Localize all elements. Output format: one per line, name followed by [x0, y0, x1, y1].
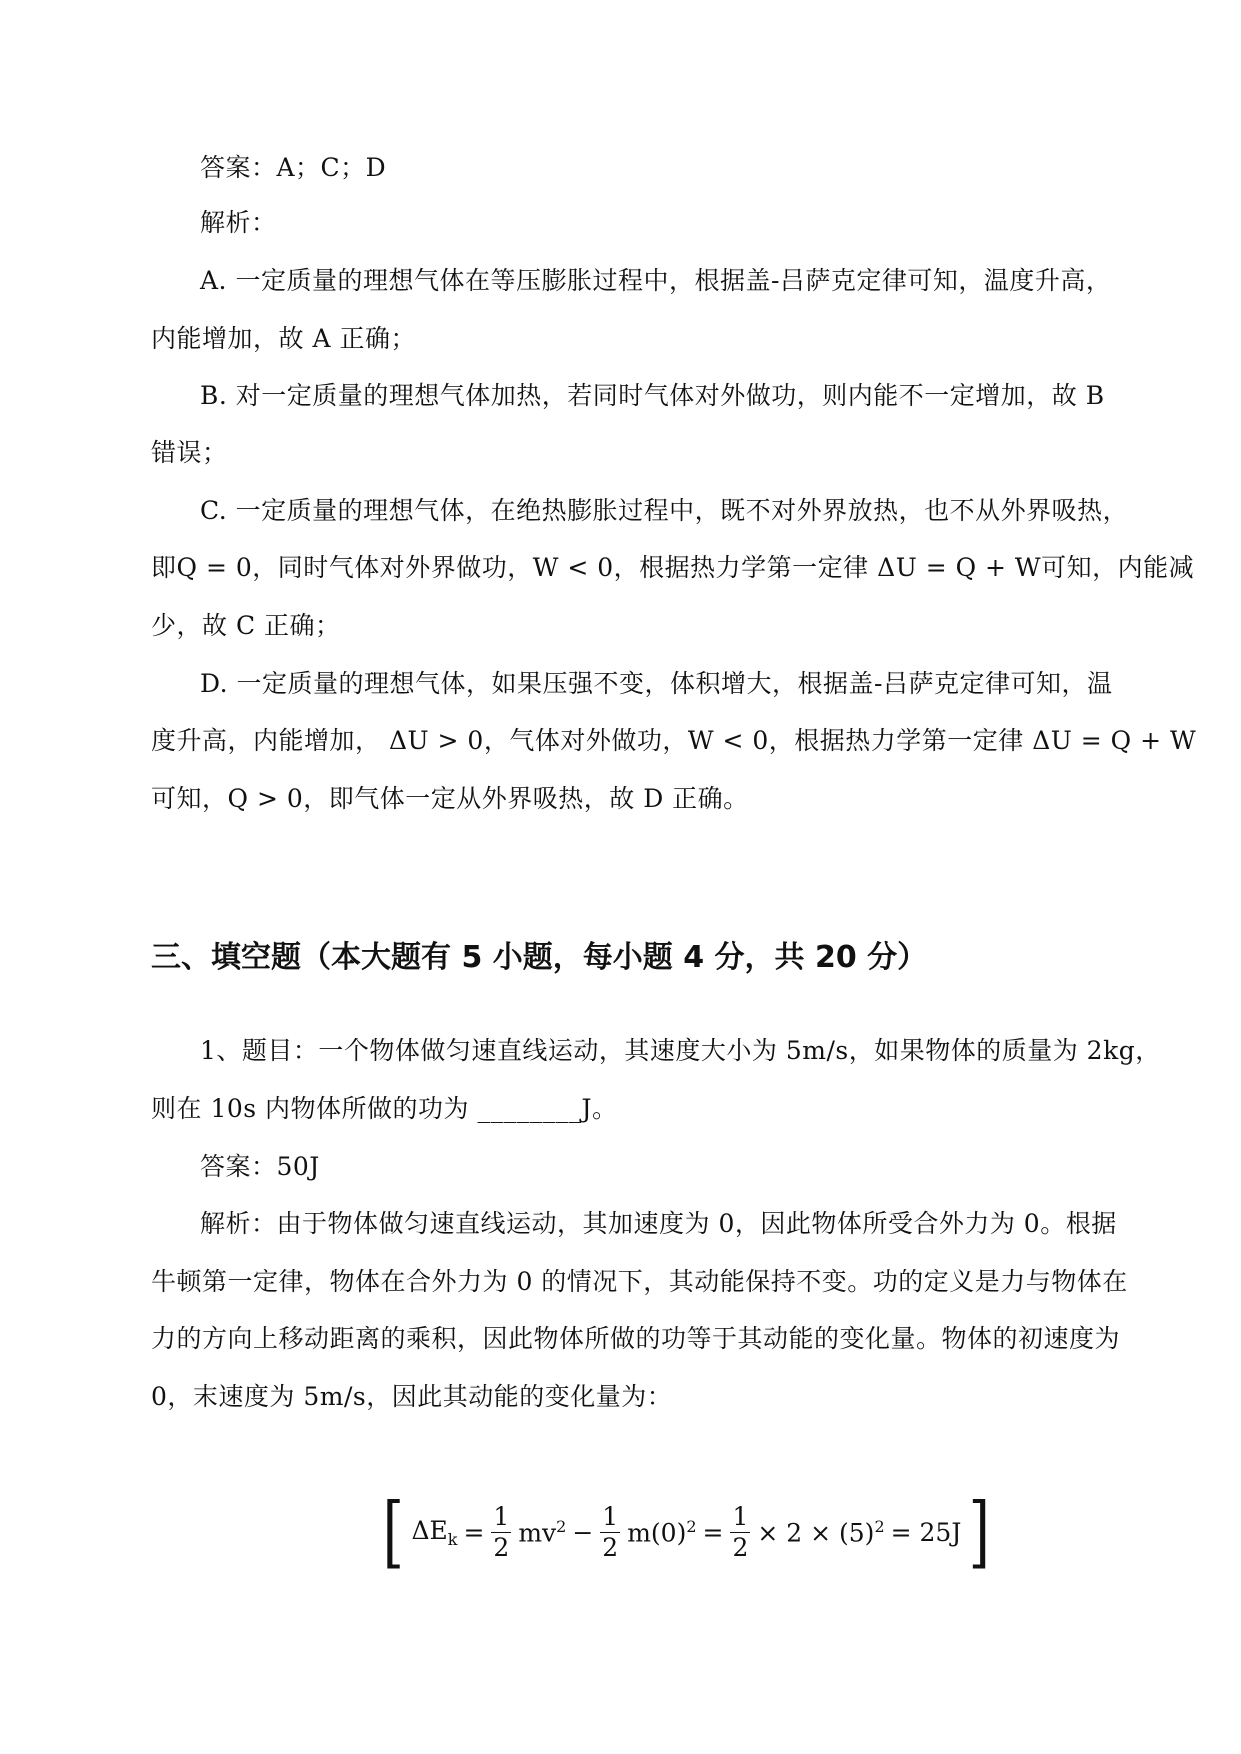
option-d-line-1: D. 一定质量的理想气体，如果压强不变，体积增大，根据盖-吕萨克定律可知，温: [200, 669, 1113, 698]
section-heading: 三、填空题（本大题有 5 小题，每小题 4 分，共 20 分）: [151, 940, 928, 975]
option-a-line-1: A. 一定质量的理想气体在等压膨胀过程中，根据盖-吕萨克定律可知，温度升高，: [200, 266, 1112, 295]
option-c-line-3: 少，故 C 正确；: [151, 611, 341, 640]
formula-lhs: $\Delta E_k$: [411, 1515, 458, 1549]
formula-equals: =: [463, 1517, 485, 1547]
formula-term-mv2: $mv^2$: [518, 1516, 567, 1548]
question-1-analysis-3: 力的方向上移动距离的乘积，因此物体所做的功等于其动能的变化量。物体的初速度为: [151, 1324, 1121, 1353]
formula-term-m0: $m(0)^2$: [627, 1516, 697, 1548]
formula-result: = 25J: [890, 1517, 962, 1547]
question-1-answer: 答案：50J: [200, 1152, 320, 1181]
option-c-line-2: 即Q = 0，同时气体对外界做功，W < 0，根据热力学第一定律 ΔU = Q + W可知，内能减: [151, 553, 1195, 582]
question-1-analysis-1: 解析：由于物体做匀速直线运动，其加速度为 0，因此物体所受合外力为 0。根据: [200, 1209, 1117, 1238]
right-bracket: ]: [968, 1487, 991, 1577]
answer-line: 答案：A；C；D: [200, 153, 387, 182]
option-c-line-1: C. 一定质量的理想气体，在绝热膨胀过程中，既不对外界放热，也不从外界吸热，: [200, 496, 1129, 525]
formula-minus: −: [572, 1517, 594, 1547]
question-1-line-2: 则在 10s 内物体所做的功为 ________J。: [151, 1094, 618, 1123]
kinetic-energy-formula: [378, 1486, 995, 1578]
option-d-line-2: 度升高，内能增加， ΔU > 0，气体对外做功，W < 0，根据热力学第一定律 ΔU = Q + W: [151, 726, 1197, 755]
option-b-line-1: B. 对一定质量的理想气体加热，若同时气体对外做功，则内能不一定增加，故 B: [200, 381, 1105, 410]
option-a-line-2: 内能增加，故 A 正确；: [151, 324, 416, 353]
question-1-analysis-2: 牛顿第一定律，物体在合外力为 0 的情况下，其动能保持不变。功的定义是力与物体在: [151, 1267, 1128, 1296]
formula-equals-2: =: [702, 1517, 724, 1547]
question-1-line-1: 1、题目：一个物体做匀速直线运动，其速度大小为 5m/s，如果物体的质量为 2kg，: [200, 1036, 1161, 1065]
fraction-half: $\frac{1}{2}$: [493, 1501, 510, 1562]
analysis-label: 解析：: [200, 208, 277, 237]
option-b-line-2: 错误；: [151, 438, 228, 467]
question-1-analysis-4: 0，末速度为 5m/s，因此其动能的变化量为：: [151, 1382, 673, 1411]
option-d-line-3: 可知，Q > 0，即气体一定从外界吸热，故 D 正确。: [151, 784, 749, 813]
fraction-half-2: $\frac{1}{2}$: [602, 1501, 619, 1562]
formula-term-product: × $2 \times (5)^2$: [757, 1516, 885, 1548]
fraction-half-3: $\frac{1}{2}$: [732, 1501, 749, 1562]
left-bracket: [: [382, 1487, 404, 1577]
